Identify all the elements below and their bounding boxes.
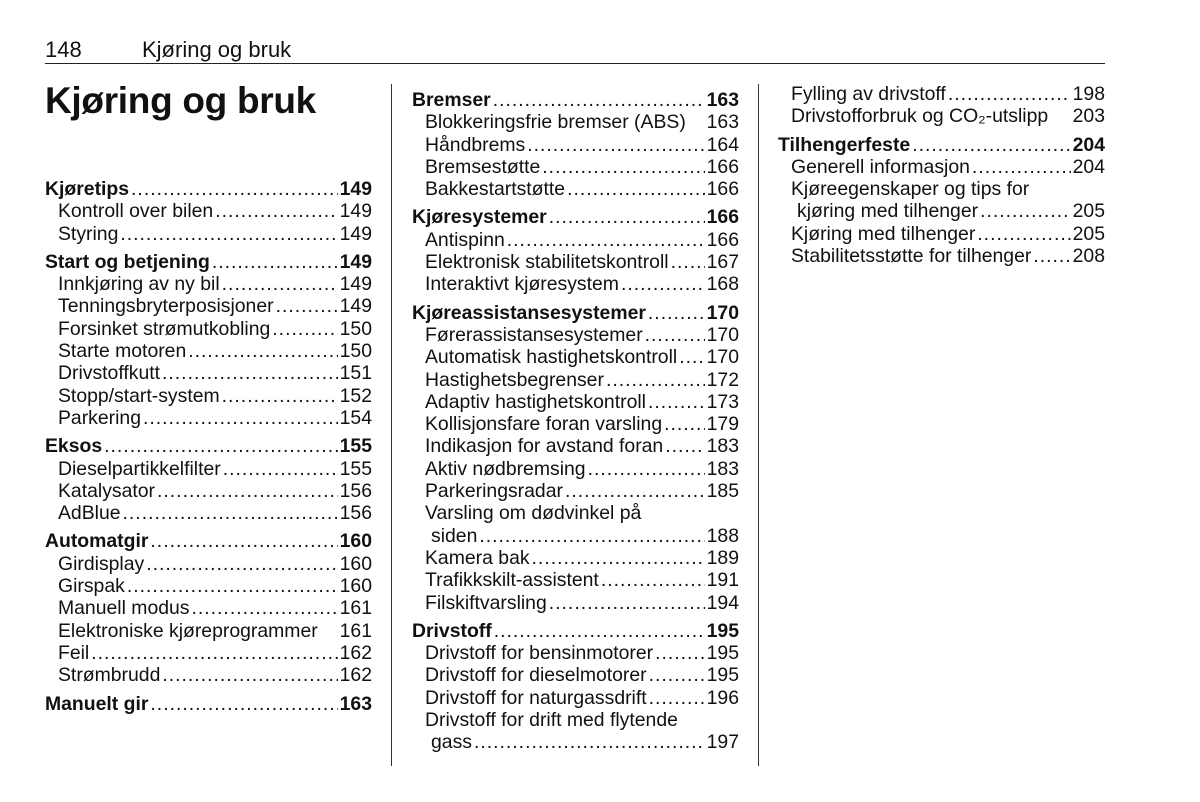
toc-entry-label: Strømbrudd (58, 664, 161, 687)
dot-leader (494, 620, 705, 642)
toc-page-number: 162 (339, 641, 372, 664)
toc-page-number: 198 (1072, 83, 1105, 105)
toc-page-number: 163 (339, 692, 372, 715)
dot-leader (222, 273, 338, 295)
toc-entry-label: Elektronisk stabilitetskontroll (425, 251, 669, 274)
toc-entry-gass[interactable] (412, 731, 739, 753)
toc-entry-dieselpartikkelfilter[interactable] (45, 458, 372, 480)
toc-entry-label: Starte motoren (58, 340, 187, 363)
dot-leader (157, 480, 338, 502)
dot-leader (649, 664, 705, 686)
toc-entry-label: Bremser (412, 89, 491, 111)
dot-leader (120, 223, 337, 245)
toc-entry-automatisk-hastighetskontroll[interactable] (412, 346, 739, 368)
toc-entry-label: Hastighetsbegrenser (425, 368, 604, 391)
toc-page-number: 156 (339, 479, 372, 502)
dot-leader (977, 223, 1070, 245)
toc-entry-manuell-modus[interactable] (45, 597, 372, 619)
toc-page-number: 163 (706, 111, 739, 134)
toc-entry-starte-motoren[interactable] (45, 340, 372, 362)
toc-page-number: 162 (339, 664, 372, 687)
toc-page-number: 194 (706, 591, 739, 614)
dot-leader (162, 362, 338, 384)
toc-entry-label: Varsling om dødvinkel på (425, 502, 642, 525)
toc-entry-kamera-bak[interactable] (412, 547, 739, 569)
toc-entry-label: Kollisjonsfare foran varsling (425, 413, 663, 436)
toc-entry-elektronisk-stabilitetskontroll[interactable] (412, 251, 739, 273)
toc-page-number: 189 (706, 546, 739, 569)
toc-entry-girspak[interactable] (45, 575, 372, 597)
toc-page-number: 170 (706, 301, 739, 324)
toc-page-number: 154 (339, 406, 372, 429)
toc-entry-adaptiv-hastighetskontroll[interactable] (412, 391, 739, 413)
toc-entry-feil[interactable] (45, 642, 372, 664)
toc-entry-katalysator[interactable] (45, 480, 372, 502)
toc-entry-indikasjon-for-avstand-foran[interactable] (412, 435, 739, 457)
chapter-title: Kjøring og bruk (45, 80, 316, 121)
dot-leader (648, 391, 705, 413)
toc-entry-trafikkskilt-assistent[interactable] (412, 569, 739, 591)
dot-leader (671, 251, 705, 273)
toc-entry-drivstoffkutt[interactable] (45, 362, 372, 384)
toc-entry-label: Drivstoff for drift med flytende (425, 709, 678, 732)
toc-entry-label: Automatgir (45, 530, 149, 553)
toc-entry-label: Styring (58, 222, 119, 245)
toc-page-number: 204 (1072, 155, 1105, 178)
toc-page-number: 149 (339, 222, 372, 245)
toc-entry-filskiftvarsling[interactable] (412, 592, 739, 614)
dot-leader (549, 592, 705, 614)
toc-entry-label: Kjøring med tilhenger (791, 222, 976, 245)
toc-entry-label: Håndbrems (425, 133, 526, 156)
dot-leader (146, 553, 337, 575)
toc-page-number: 166 (706, 228, 739, 251)
toc-page-number: 161 (339, 619, 372, 642)
dot-leader (565, 480, 705, 502)
toc-entry-label: Tilhengerfeste (778, 133, 911, 156)
dot-leader (479, 525, 704, 547)
toc-entry-parkeringsradar[interactable] (412, 480, 739, 502)
dot-leader (215, 200, 337, 222)
dot-leader (664, 413, 705, 435)
toc-entry-antispinn[interactable] (412, 229, 739, 251)
dot-leader (150, 530, 337, 552)
page-header (45, 34, 1105, 64)
dot-leader (143, 407, 338, 429)
toc-page-number: 188 (706, 524, 739, 547)
toc-section-bremser[interactable] (412, 89, 739, 111)
toc-entry-label: Kjøreassistansesystemer (412, 301, 646, 324)
toc-entry-label: Aktiv nødbremsing (425, 457, 586, 480)
page-number: 148 (45, 37, 82, 62)
toc-entry-drivstoff-for-naturgassdrift[interactable] (412, 687, 739, 709)
toc-section-drivstoff[interactable] (412, 620, 739, 642)
toc-entry-label: Forsinket strømutkobling (58, 317, 271, 340)
running-title: Kjøring og bruk (142, 37, 292, 62)
toc-entry-label: Eksos (45, 435, 103, 458)
toc-entry-kj-ring-med-tilhenger[interactable] (778, 223, 1105, 245)
toc-entry-label: Drivstoff for naturgassdrift (425, 686, 647, 709)
dot-leader (601, 569, 705, 591)
toc-entry-label: Innkjøring av ny bil (58, 273, 220, 296)
toc-page-number: 167 (706, 251, 739, 274)
toc-entry-label: Fylling av drivstoff (791, 83, 946, 105)
toc-page-number: 195 (706, 619, 739, 642)
column-divider (391, 84, 392, 766)
toc-entry-kollisjonsfare-foran-varsling[interactable] (412, 413, 739, 435)
toc-entry-girdisplay[interactable] (45, 553, 372, 575)
dot-leader (527, 134, 704, 156)
dot-leader (507, 229, 705, 251)
toc-entry-label: Trafikkskilt-assistent (425, 569, 599, 592)
toc-entry-styring[interactable] (45, 223, 372, 245)
toc-entry-label: Førerassistansesystemer (425, 323, 643, 346)
toc-entry-str-mbrudd[interactable] (45, 664, 372, 686)
toc-entry-label: Parkering (58, 406, 141, 429)
toc-entry-label: Parkeringsradar (425, 480, 563, 503)
toc-entry-stabilitetsst-tte-for-tilhenger[interactable] (778, 245, 1105, 267)
toc-entry-label: siden (431, 524, 478, 547)
toc-entry-label: Stabilitetsstøtte for tilhenger (791, 245, 1032, 268)
dot-leader (272, 318, 337, 340)
toc-entry-fylling-av-drivstoff[interactable] (778, 83, 1105, 105)
dot-leader (980, 200, 1071, 222)
dot-leader (1033, 245, 1070, 267)
toc-entry-label: Girspak (58, 575, 125, 598)
toc-entry-label: Generell informasjon (791, 155, 970, 178)
toc-page-number: 166 (706, 178, 739, 201)
dot-leader (549, 206, 705, 228)
toc-page-number: 197 (706, 731, 739, 754)
toc-entry-label: Drivstoff (412, 619, 492, 642)
toc-entry-label: Antispinn (425, 228, 505, 251)
toc-entry-drivstoff-for-bensinmotorer[interactable] (412, 642, 739, 664)
toc-page-number: 163 (706, 89, 739, 111)
toc-page-number: 183 (706, 435, 739, 458)
toc-entry-generell-informasjon[interactable] (778, 156, 1105, 178)
toc-entry-kj-ring-med-tilhenger[interactable] (778, 200, 1105, 222)
toc-section-kj-resystemer[interactable] (412, 206, 739, 228)
toc-page-number: 150 (339, 317, 372, 340)
toc-column-2 (412, 89, 739, 754)
toc-page-number: 185 (706, 480, 739, 503)
toc-page-number: 195 (706, 664, 739, 687)
toc-page-number: 152 (339, 384, 372, 407)
toc-page-number: 166 (706, 155, 739, 178)
dot-leader (222, 385, 338, 407)
dot-leader (127, 575, 338, 597)
toc-entry-label: Interaktivt kjøresystem (425, 273, 619, 296)
toc-page-number: 196 (706, 686, 739, 709)
toc-entry-label: Blokkeringsfrie bremser (ABS) (425, 111, 686, 134)
toc-column-1 (45, 178, 372, 715)
dot-leader (104, 435, 338, 457)
toc-section-automatgir[interactable] (45, 530, 372, 552)
dot-leader (542, 156, 704, 178)
toc-entry-label: Stopp/start-system (58, 384, 220, 407)
toc-page-number: 191 (706, 569, 739, 592)
toc-page-number: 160 (339, 575, 372, 598)
toc-entry-label: Kjøretips (45, 178, 130, 200)
toc-page-number: 151 (339, 362, 372, 385)
toc-entry-label: Tenningsbryterposisjoner (58, 295, 274, 318)
toc-entry-parkering[interactable] (45, 407, 372, 429)
dot-leader (223, 458, 338, 480)
toc-entry-label: Kontroll over bilen (58, 200, 214, 223)
dot-leader (948, 83, 1071, 105)
toc-entry-blokkeringsfrie-bremser-abs[interactable] (412, 111, 739, 133)
toc-section-tilhengerfeste[interactable] (778, 134, 1105, 156)
toc-page-number: 166 (706, 206, 739, 229)
dot-leader (665, 435, 704, 457)
toc-page-number: 156 (339, 502, 372, 525)
toc-entry-label: Manuell modus (58, 597, 190, 620)
toc-entry-tenningsbryterposisjoner[interactable] (45, 295, 372, 317)
toc-page-number: 205 (1072, 200, 1105, 223)
dot-leader (474, 731, 705, 753)
toc-page-number: 168 (706, 273, 739, 296)
toc-page-number: 172 (706, 368, 739, 391)
dot-leader (123, 502, 338, 524)
toc-entry-label: Bremsestøtte (425, 155, 541, 178)
dot-leader (655, 642, 705, 664)
toc-entry-label: Dieselpartikkelfilter (58, 457, 221, 480)
toc-page-number: 183 (706, 457, 739, 480)
toc-section-kj-reassistansesystemer[interactable] (412, 302, 739, 324)
toc-entry-label: Katalysator (58, 479, 156, 502)
toc-entry-f-rerassistansesystemer[interactable] (412, 324, 739, 346)
dot-leader (493, 89, 705, 111)
toc-page-number: 170 (706, 346, 739, 369)
toc-entry-label: Kjøresystemer (412, 206, 547, 229)
toc-entry-label: Manuelt gir (45, 692, 149, 715)
toc-entry-forsinket-str-mutkobling[interactable] (45, 318, 372, 340)
toc-page-number: 173 (706, 390, 739, 413)
toc-entry-label: Elektroniske kjøreprogrammer (58, 619, 318, 642)
toc-page-number: 160 (339, 530, 372, 553)
toc-page-number: 179 (706, 413, 739, 436)
toc-page-number: 150 (339, 340, 372, 363)
toc-page-number: 205 (1072, 222, 1105, 245)
dot-leader (192, 597, 338, 619)
dot-leader (150, 693, 337, 715)
toc-page-number: 170 (706, 323, 739, 346)
dot-leader (532, 547, 705, 569)
toc-entry-label: Automatisk hastighetskontroll (425, 346, 678, 369)
toc-page-number: 160 (339, 552, 372, 575)
dot-leader (567, 178, 705, 200)
toc-entry-label: Adaptiv hastighetskontroll (425, 390, 646, 413)
toc-entry-innkj-ring-av-ny-bil[interactable] (45, 273, 372, 295)
toc-entry-kontroll-over-bilen[interactable] (45, 200, 372, 222)
toc-entry-label: Kamera bak (425, 546, 530, 569)
toc-page-number: 195 (706, 642, 739, 665)
toc-entry-label: Kjøreegenskaper og tips for (791, 178, 1030, 201)
toc-entry-label: Feil (58, 641, 90, 664)
toc-entry-label: Drivstoff for dieselmotorer (425, 664, 647, 687)
toc-page-number: 203 (1072, 105, 1105, 128)
toc-entry-kj-reegenskaper-og-tips-for[interactable] (778, 178, 1105, 200)
dot-leader (648, 302, 705, 324)
toc-page-number: 149 (339, 250, 372, 273)
toc-entry-drivstofforbruk-og-co-utslipp[interactable] (778, 105, 1105, 127)
dot-leader (649, 687, 705, 709)
dot-leader (91, 642, 337, 664)
toc-page-number: 149 (339, 273, 372, 296)
toc-entry-drivstoff-for-dieselmotorer[interactable] (412, 664, 739, 686)
toc-entry-label: Start og betjening (45, 250, 210, 273)
column-divider (758, 84, 759, 766)
toc-entry-label: AdBlue (58, 502, 121, 525)
dot-leader (679, 346, 704, 368)
dot-leader (588, 458, 705, 480)
toc-page-number: 204 (1072, 133, 1105, 156)
toc-page-number: 149 (339, 295, 372, 318)
toc-entry-drivstoff-for-drift-med-flytende[interactable] (412, 709, 739, 731)
toc-entry-label: Drivstoff for bensinmotorer (425, 642, 654, 665)
toc-entry-label: Bakkestartstøtte (425, 178, 566, 201)
toc-entry-bremsest-tte[interactable] (412, 156, 739, 178)
toc-page-number: 155 (339, 435, 372, 458)
toc-page-number: 208 (1072, 245, 1105, 268)
dot-leader (972, 156, 1071, 178)
toc-entry-label: kjøring med tilhenger (797, 200, 979, 223)
toc-entry-hastighetsbegrenser[interactable] (412, 369, 739, 391)
toc-page-number: 164 (706, 133, 739, 156)
toc-entry-aktiv-n-dbremsing[interactable] (412, 458, 739, 480)
dot-leader (162, 664, 337, 686)
toc-page-number: 161 (339, 597, 372, 620)
toc-section-eksos[interactable] (45, 435, 372, 457)
toc-entry-label: gass (431, 731, 472, 754)
toc-entry-bakkestartst-tte[interactable] (412, 178, 739, 200)
dot-leader (912, 134, 1070, 156)
dot-leader (212, 251, 338, 273)
toc-page-number: 149 (339, 200, 372, 223)
toc-section-kj-retips[interactable] (45, 178, 372, 200)
toc-column-3 (778, 83, 1105, 267)
dot-leader (645, 324, 705, 346)
toc-page-number: 149 (339, 178, 372, 200)
dot-leader (188, 340, 337, 362)
toc-entry-interaktivt-kj-resystem[interactable] (412, 273, 739, 295)
toc-section-start-og-betjening[interactable] (45, 251, 372, 273)
toc-entry-elektroniske-kj-reprogrammer[interactable] (45, 620, 372, 642)
dot-leader (131, 178, 338, 200)
toc-page-number: 155 (339, 457, 372, 480)
toc-entry-stopp-start-system[interactable] (45, 385, 372, 407)
toc-entry-label: Indikasjon for avstand foran (425, 435, 664, 458)
toc-entry-label: Filskiftvarsling (425, 591, 547, 614)
toc-section-manuelt-gir[interactable] (45, 693, 372, 715)
dot-leader (606, 369, 705, 391)
dot-leader (621, 273, 705, 295)
toc-entry-siden[interactable] (412, 525, 739, 547)
toc-entry-label: Girdisplay (58, 552, 145, 575)
toc-entry-adblue[interactable] (45, 502, 372, 524)
dot-leader (276, 295, 338, 317)
toc-entry-label: Drivstoffkutt (58, 362, 161, 385)
toc-entry-ha-ndbrems[interactable] (412, 134, 739, 156)
toc-entry-varsling-om-d-dvinkel-pa[interactable] (412, 502, 739, 524)
toc-entry-label: Drivstofforbruk og CO₂-utslipp (791, 105, 1049, 128)
